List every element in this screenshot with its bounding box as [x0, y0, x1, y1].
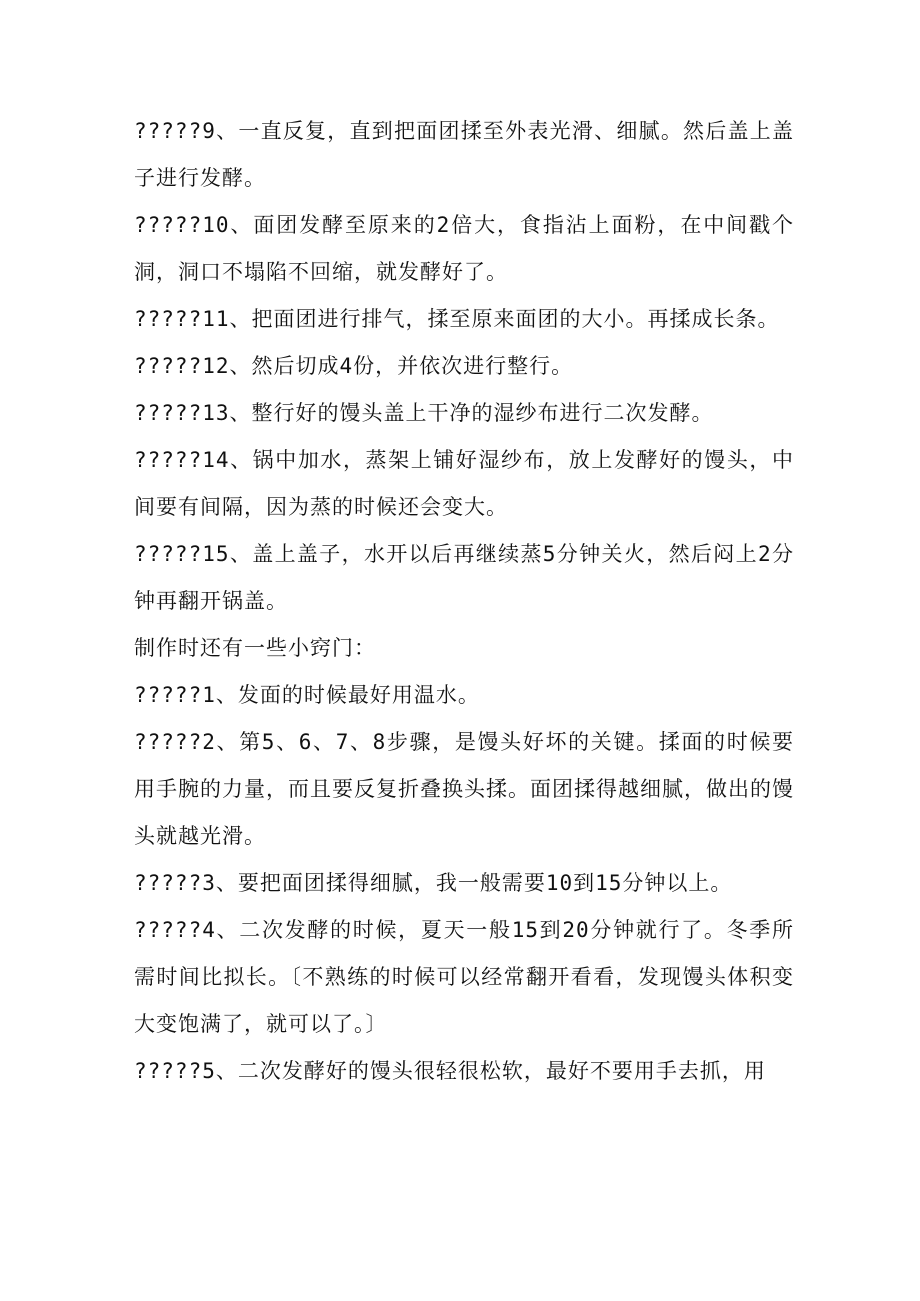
paragraph-tip-4: ?????4、二次发酵的时候，夏天一般15到20分钟就行了。冬季所需时间比拟长。〔不熟练的时候可以经常翻开看看，发现馒头体积变大变饱满了，就可以了。〕 [134, 918, 794, 1036]
paragraph-step-10: ?????10、面团发酵至原来的2倍大，食指沾上面粉，在中间戳个洞，洞口不塌陷不回缩，就发酵好了。 [134, 213, 794, 284]
paragraph-step-12: ?????12、然后切成4份，并依次进行整行。 [134, 354, 574, 378]
tips-heading: 制作时还有一些小窍门： [134, 636, 376, 660]
paragraph-step-9: ?????9、一直反复，直到把面团揉至外表光滑、细腻。然后盖上盖子进行发酵。 [134, 119, 794, 190]
paragraph-step-13: ?????13、整行好的馒头盖上干净的湿纱布进行二次发酵。 [134, 401, 714, 425]
paragraph-step-15: ?????15、盖上盖子，水开以后再继续蒸5分钟关火，然后闷上2分钟再翻开锅盖。 [134, 542, 794, 613]
paragraph-tip-1: ?????1、发面的时候最好用温水。 [134, 683, 480, 707]
paragraph-tip-2: ?????2、第5、6、7、8步骤，是馒头好坏的关键。揉面的时候要用手腕的力量，而且要反复折叠换头揉。面团揉得越细腻，做出的馒头就越光滑。 [134, 730, 794, 848]
paragraph-step-14: ?????14、锅中加水，蒸架上铺好湿纱布，放上发酵好的馒头，中间要有间隔，因为蒸的时候还会变大。 [134, 448, 794, 519]
document-body [134, 108, 794, 1095]
paragraph-tip-3: ?????3、要把面团揉得细腻，我一般需要10到15分钟以上。 [134, 871, 733, 895]
paragraph-tip-5: ?????5、二次发酵好的馒头很轻很松软，最好不要用手去抓，用 [134, 1059, 766, 1083]
paragraph-step-11: ?????11、把面团进行排气，揉至原来面团的大小。再揉成长条。 [134, 307, 780, 331]
